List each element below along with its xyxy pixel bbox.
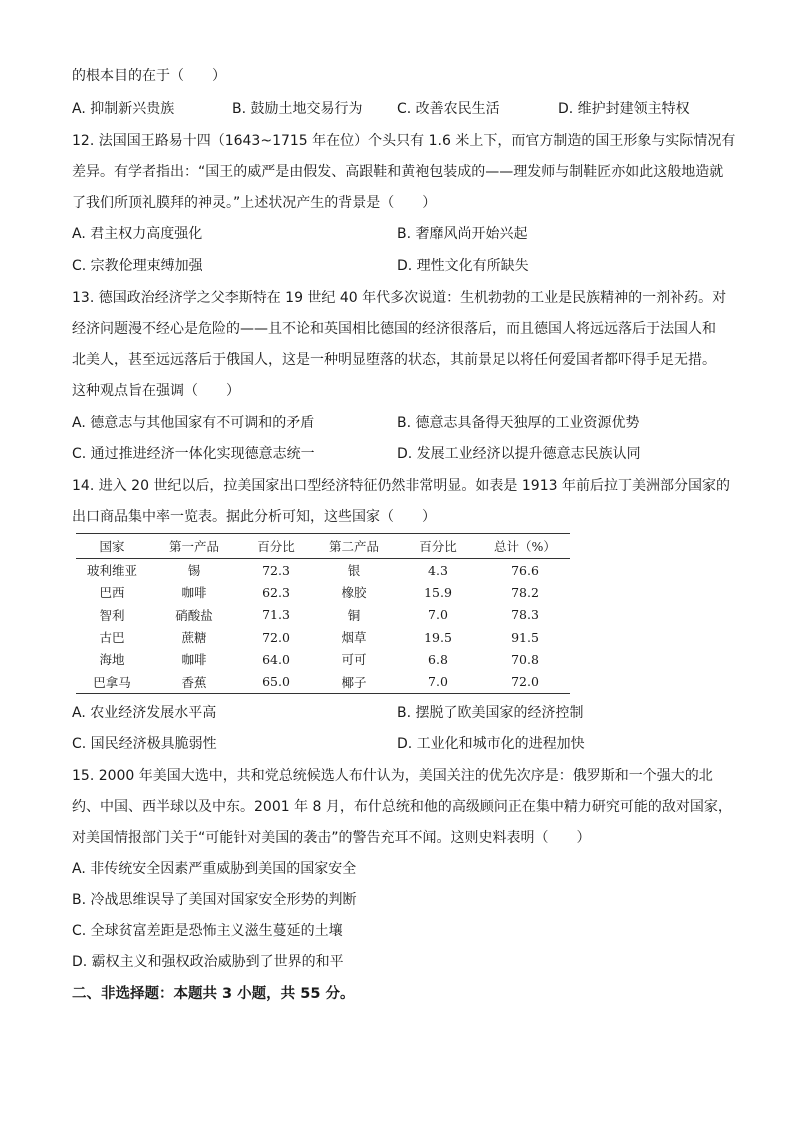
q12-stem-line-2: 差异。有学者指出：“国王的威严是由假发、高跟鞋和黄袍包装成的——理发师与制鞋匠亦如此这般地造就 [72, 164, 724, 180]
table-cell: 智利 [99, 607, 125, 623]
table-row [76, 670, 570, 693]
q13-option-c: C. 通过推进经济一体化实现德意志统一 [72, 446, 315, 462]
table-row [76, 559, 570, 582]
q15-stem-line-3: 对美国情报部门关于“可能针对美国的袭击”的警告充耳不闻。这则史料表明（ ） [72, 830, 591, 846]
table-cell: 78.3 [511, 607, 539, 623]
table-cell: 4.3 [428, 562, 448, 578]
table-cell: 72.3 [262, 562, 290, 578]
table-cell: 64.0 [262, 651, 290, 667]
table-cell: 香蕉 [148, 670, 240, 693]
table-cell: 15.9 [424, 584, 452, 600]
table-row [76, 581, 570, 603]
q13-option-b: B. 德意志具备得天独厚的工业资源优势 [397, 415, 640, 431]
q13-option-d: D. 发展工业经济以提升德意志民族认同 [397, 446, 641, 462]
table-cell: 橡胶 [341, 585, 367, 601]
table-cell: 65.0 [240, 670, 312, 693]
table-cell: 7.0 [396, 670, 480, 693]
table-cell: 19.5 [424, 629, 452, 645]
q13-stem-line-1: 13. 德国政治经济学之父李斯特在 19 世纪 40 年代多次说道：生机勃勃的工业是民族精神的一剂补药。对 [72, 290, 727, 306]
table-cell: 锡 [187, 563, 201, 579]
column-header: 第二产品 [312, 534, 396, 559]
export-table [76, 533, 570, 694]
table-cell: 可可 [341, 652, 367, 668]
q12-option-b: B. 奢靡风尚开始兴起 [397, 226, 528, 242]
table-cell: 72.0 [480, 670, 570, 693]
table-cell: 蔗糖 [181, 630, 207, 646]
table-cell: 咖啡 [181, 585, 207, 601]
table-cell: 7.0 [428, 607, 448, 623]
table-cell: 72.0 [262, 629, 290, 645]
column-header: 第一产品 [148, 534, 240, 559]
q13-option-a: A. 德意志与其他国家有不可调和的矛盾 [72, 415, 315, 431]
table-cell: 铜 [347, 607, 361, 623]
q15-stem-line-1: 15. 2000 年美国大选中，共和党总统候选人布什认为，美国关注的优先次序是：俄罗斯和一个强大的北 [72, 768, 713, 784]
q12-option-d: D. 理性文化有所缺失 [397, 258, 529, 274]
q14-option-b: B. 摆脱了欧美国家的经济控制 [397, 705, 584, 721]
q14-option-d: D. 工业化和城市化的进程加快 [397, 736, 585, 752]
table-cell: 海地 [99, 652, 125, 668]
table-cell: 91.5 [511, 629, 539, 645]
table-row [76, 626, 570, 648]
table-cell: 70.8 [511, 651, 539, 667]
q15-option-c: C. 全球贫富差距是恐怖主义滋生蔓延的土壤 [72, 923, 343, 939]
section-heading: 二、非选择题：本题共 3 小题，共 55 分。 [72, 986, 355, 1002]
table-cell: 烟草 [341, 630, 367, 646]
q13-stem-line-2: 经济问题漫不经心是危险的——且不论和英国相比德国的经济很落后，而且德国人将远远落后于法国人和 [72, 321, 716, 337]
table-row [76, 604, 570, 626]
q15-stem-line-2: 约、中国、西半球以及中东。2001 年 8 月，布什总统和他的高级顾问正在集中精力研究可能的敌对国家， [72, 799, 732, 815]
table-cell: 咖啡 [181, 652, 207, 668]
q11-option-c: C. 改善农民生活 [397, 101, 500, 117]
q13-stem-line-3: 北美人，甚至远远落后于俄国人，这是一种明显堕落的状态，其前景足以将任何爱国者都吓得手足无措。 [72, 352, 716, 368]
table-cell: 硝酸盐 [175, 607, 213, 623]
table-row [76, 648, 570, 670]
table-cell: 巴西 [99, 585, 125, 601]
table-cell: 6.8 [428, 651, 448, 667]
q12-stem-line-1: 12. 法国国王路易十四（1643~1715 年在位）个头只有 1.6 米上下，而官方制造的国王形象与实际情况有 [72, 133, 736, 149]
table-cell: 古巴 [99, 630, 125, 646]
q12-stem-line-3: 了我们所顶礼膜拜的神灵。”上述状况产生的背景是（ ） [72, 195, 437, 211]
q11-stem-tail: 的根本目的在于（ ） [72, 68, 226, 84]
q15-option-a: A. 非传统安全因素严重威胁到美国的国家安全 [72, 861, 357, 877]
table-cell: 76.6 [511, 562, 539, 578]
q14-option-a: A. 农业经济发展水平高 [72, 705, 217, 721]
q14-option-c: C. 国民经济极具脆弱性 [72, 736, 217, 752]
table-cell: 玻利维亚 [86, 563, 137, 579]
table-header-row [76, 534, 570, 559]
q11-option-b: B. 鼓励土地交易行为 [232, 101, 363, 117]
table-cell: 71.3 [262, 607, 290, 623]
table-cell: 银 [347, 563, 361, 579]
q12-option-a: A. 君主权力高度强化 [72, 226, 203, 242]
table-cell: 巴拿马 [76, 670, 148, 693]
column-header: 总计（%） [480, 534, 570, 559]
q11-option-a: A. 抑制新兴贵族 [72, 101, 175, 117]
table-cell: 62.3 [262, 584, 290, 600]
q12-option-c: C. 宗教伦理束缚加强 [72, 258, 203, 274]
column-header: 百分比 [240, 534, 312, 559]
q15-option-d: D. 霸权主义和强权政治威胁到了世界的和平 [72, 954, 344, 970]
q14-stem-line-1: 14. 进入 20 世纪以后，拉美国家出口型经济特征仍然非常明显。如表是 1913 年前后拉丁美洲部分国家的 [72, 478, 730, 494]
q14-stem-line-2: 出口商品集中率一览表。据此分析可知，这些国家（ ） [72, 509, 436, 525]
table-cell: 78.2 [511, 584, 539, 600]
q13-stem-line-4: 这种观点旨在强调（ ） [72, 383, 240, 399]
column-header: 百分比 [396, 534, 480, 559]
column-header: 国家 [76, 534, 148, 559]
q15-option-b: B. 冷战思维误导了美国对国家安全形势的判断 [72, 892, 357, 908]
q11-option-d: D. 维护封建领主特权 [558, 101, 690, 117]
table-cell: 椰子 [312, 670, 396, 693]
